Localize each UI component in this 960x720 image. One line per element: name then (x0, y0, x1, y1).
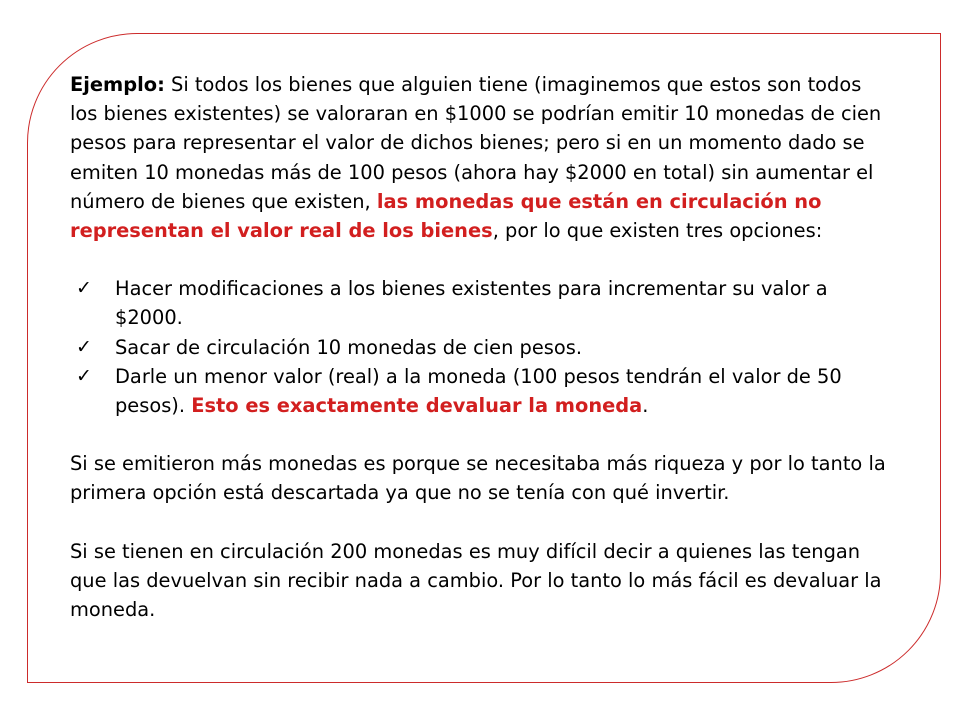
options-list (70, 274, 890, 420)
option-text: Hacer modificaciones a los bienes existentes para incrementar su valor a $2000. (115, 277, 828, 330)
option-highlight: Esto es exactamente devaluar la moneda (191, 394, 643, 418)
checkmark-icon: ✓ (76, 277, 92, 300)
option-item-3 (70, 362, 890, 420)
slide-content (70, 70, 890, 624)
paragraph-2: Si se emitieron más monedas es porque se necesitaba más riqueza y por lo tanto la primera opción está descartada ya que no se tenía con qué invertir. (70, 452, 886, 505)
paragraph-3: Si se tienen en circulación 200 monedas es muy difícil decir a quienes las tengan que las devuelvan sin recibir nada a cambio. Por lo tanto lo más fácil es devaluar la moneda. (70, 539, 882, 622)
option-text-end: . (642, 394, 649, 418)
option-text: Darle un menor valor (real) a la moneda (100 pesos tendrán el valor de 50 pesos). (115, 364, 842, 418)
option-text: Sacar de circulación 10 monedas de cien pesos. (115, 335, 583, 359)
example-text-2: , por lo que existen tres opciones: (492, 219, 823, 243)
spacer (70, 420, 890, 449)
checkmark-icon: ✓ (76, 335, 92, 358)
option-item-2 (70, 333, 890, 362)
example-label: Ejemplo: (70, 73, 165, 96)
spacer (70, 508, 890, 537)
example-text-1: Si todos los bienes que alguien tiene (imaginemos que estos son todos los bienes existentes) se valoraran en $1000 se podrían emitir 10 monedas de cien pesos para representar el valor de dichos bienes; pero si en un momento dado se emiten 10 monedas más de 100 pesos (ahora hay $2000 en total) sin aumentar el número de bienes que existen, (70, 73, 882, 213)
example-paragraph (70, 70, 890, 245)
option-item-1 (70, 274, 890, 332)
spacer (70, 245, 890, 274)
checkmark-icon: ✓ (76, 364, 92, 387)
example-highlight: las monedas que están en circulación no representan el valor real de los bienes (70, 189, 822, 243)
